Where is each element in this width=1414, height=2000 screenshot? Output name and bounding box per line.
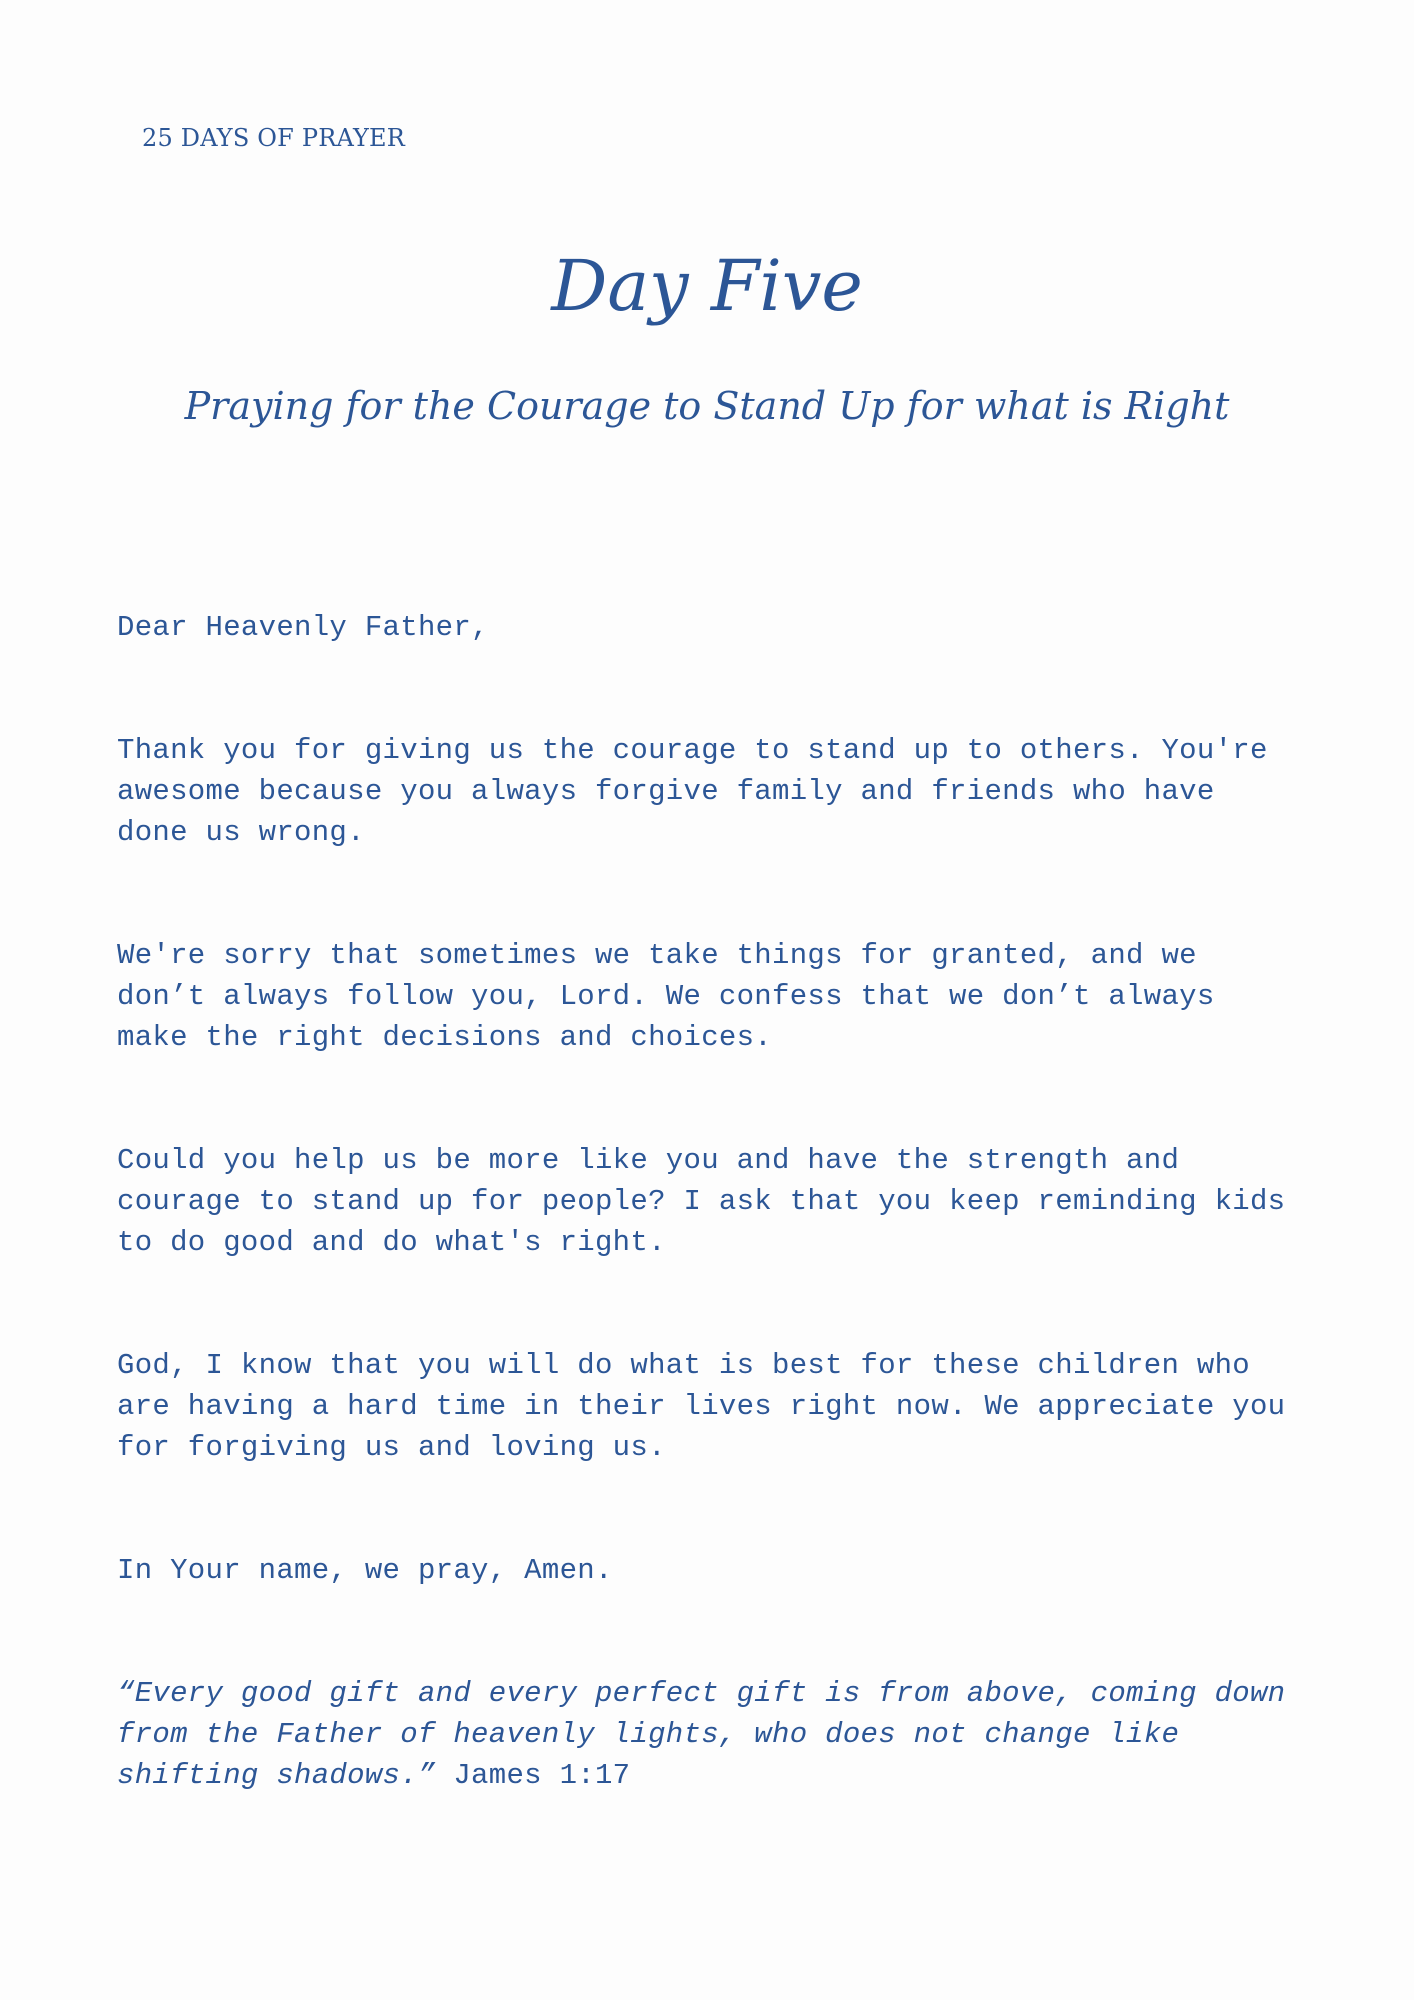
prayer-paragraph: Thank you for giving us the courage to stand up to others. You're awesome because you always forgive family and friends who have done us wrong.: [117, 734, 1268, 849]
prayer-paragraph: We're sorry that sometimes we take things for granted, and we don’t always follow you, Lord. We confess that we don’t always make the right decisions and choices.: [117, 939, 1215, 1054]
page-title: Day Five: [551, 245, 863, 327]
series-label: 25 DAYS OF PRAYER: [142, 124, 406, 152]
prayer-paragraph: God, I know that you will do what is best for these children who are having a hard time in their lives right now. We appreciate you for forgiving us and loving us.: [117, 1349, 1286, 1464]
page-subtitle: Praying for the Courage to Stand Up for what is Right: [184, 384, 1230, 428]
prayer-salutation: Dear Heavenly Father,: [117, 611, 489, 644]
prayer-closing: In Your name, we pray, Amen.: [117, 1554, 613, 1587]
scripture-quote: [117, 1673, 1317, 1796]
scripture-verse: “Every good gift and every perfect gift is from above, coming down from the Father of heavenly lights, who does not change like shifting shadows.”: [117, 1677, 1286, 1792]
prayer-body: [117, 566, 1317, 1878]
prayer-paragraph: Could you help us be more like you and have the strength and courage to stand up for people? I ask that you keep reminding kids to do good and do what's right.: [117, 1144, 1286, 1259]
scripture-reference: James 1:17: [435, 1759, 631, 1792]
